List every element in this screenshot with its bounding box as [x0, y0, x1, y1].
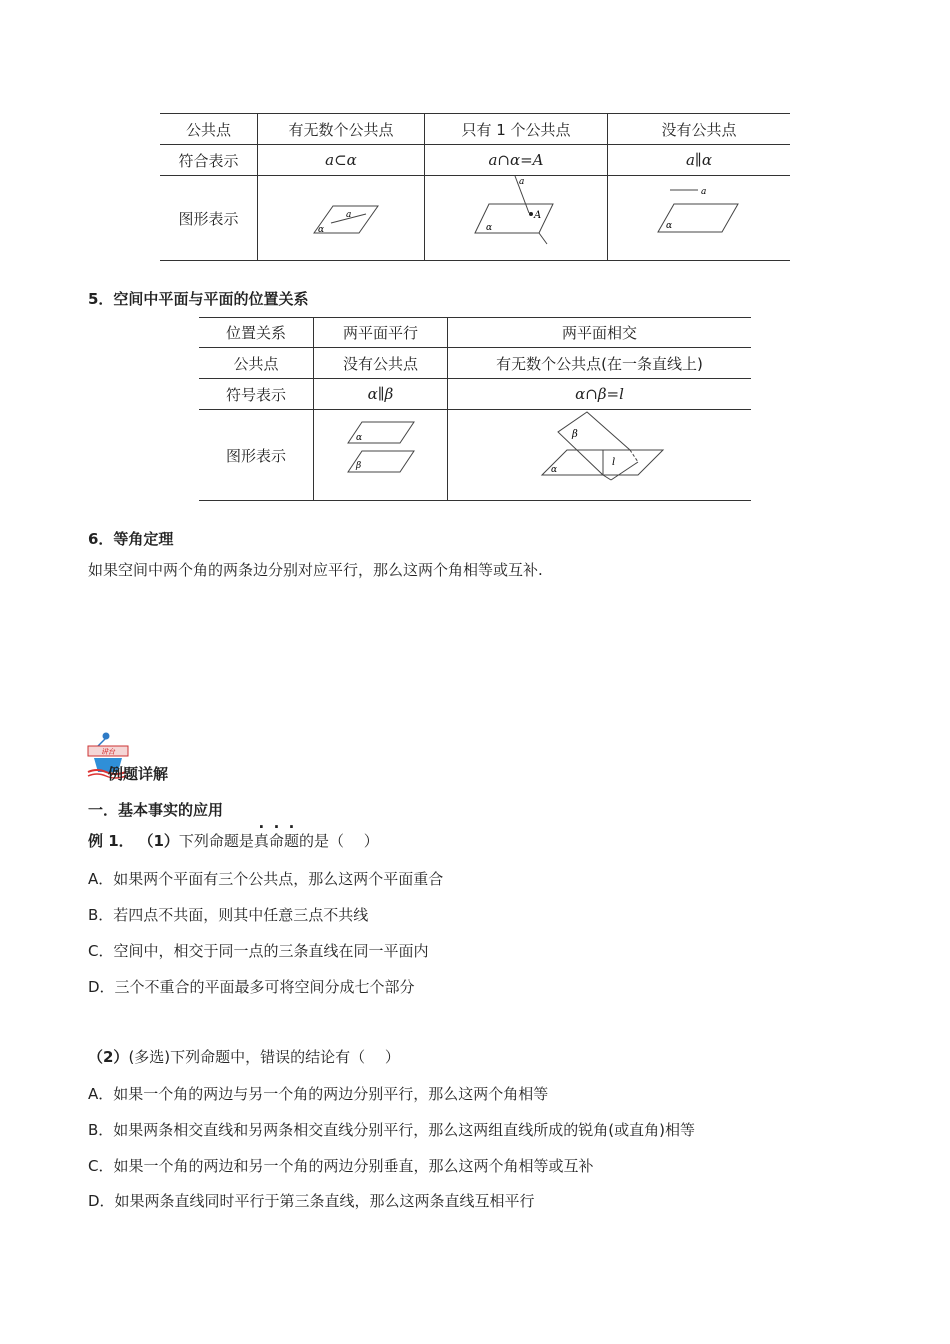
- cell-symbol-intersect: α∩β=l: [448, 379, 752, 410]
- cell-header-symbol: 符合表示: [160, 145, 258, 176]
- ex1-q2-option-c: C．如果一个角的两边和另一个角的两边分别垂直，那么这两个角相等或互补: [88, 1157, 594, 1175]
- section6-body: 如果空间中两个角的两条边分别对应平行，那么这两个角相等或互补.: [88, 561, 543, 579]
- ex1-label: 例 1．: [88, 832, 134, 850]
- cell-one-point: 只有 1 个公共点: [425, 114, 608, 145]
- cell-infinite-points: 有无数个公共点: [258, 114, 425, 145]
- cell-header-figure: 图形表示: [160, 176, 258, 261]
- emph-char: 真: [253, 832, 269, 850]
- label-alpha: α: [666, 221, 673, 231]
- emph-char: 题: [283, 832, 299, 850]
- figure-planes-intersect: [448, 410, 752, 501]
- cell-symbol-intersect: a∩α=A: [425, 145, 608, 176]
- ex1-q1-post: 的是（ ）: [298, 832, 379, 850]
- line-plane-table: [160, 113, 790, 261]
- ex1-q2-stem: [88, 1046, 400, 1067]
- cell-header-symbol: 符号表示: [199, 379, 314, 410]
- ex1-q1-option-c: C．空间中，相交于同一点的三条直线在同一平面内: [88, 942, 429, 960]
- podium-text: 讲台: [101, 748, 115, 756]
- plane-plane-table: [199, 317, 751, 501]
- example-header: [86, 730, 216, 782]
- ex1-q1-pre: 下列命题是: [178, 832, 254, 850]
- ex1-q1-option-b: B．若四点不共面，则其中任意三点不共线: [88, 906, 369, 924]
- ex1-q2-option-b: B．如果两条相交直线和另两条相交直线分别平行，那么这两组直线所成的锐角(或直角)相等: [88, 1121, 695, 1139]
- example-title: 例题详解: [108, 765, 169, 783]
- section5-title: 5．空间中平面与平面的位置关系: [88, 290, 309, 308]
- ex1-q1-stem: [88, 830, 379, 851]
- emph-char: 命: [268, 832, 284, 850]
- label-alpha: α: [318, 225, 325, 235]
- part1-title: 一．基本事实的应用: [88, 801, 224, 819]
- label-l: l: [612, 457, 616, 468]
- ex1-q2-option-a: A．如果一个角的两边与另一个角的两边分别平行，那么这两个角相等: [88, 1085, 549, 1103]
- cell-planes-intersect: 两平面相交: [448, 318, 752, 348]
- cell-header-common-point: 公共点: [199, 348, 314, 379]
- figure-line-in-plane: [258, 176, 425, 261]
- ex1-q1-num: （1）: [138, 832, 179, 850]
- ex1-q2-num: （2）: [88, 1048, 129, 1066]
- label-A: A: [534, 210, 542, 221]
- label-a: a: [519, 177, 525, 187]
- label-alpha: α: [356, 433, 363, 443]
- cell-symbol-parallel: a∥α: [608, 145, 791, 176]
- cell-symbol-parallel: α∥β: [314, 379, 448, 410]
- cell-no-common-point: 没有公共点: [314, 348, 448, 379]
- cell-symbol-subset: a⊂α: [258, 145, 425, 176]
- cell-header-figure: 图形表示: [199, 410, 314, 501]
- label-alpha: α: [551, 465, 558, 475]
- section6-title: 6．等角定理: [88, 530, 174, 548]
- cell-infinite-common-points: 有无数个公共点(在一条直线上): [448, 348, 752, 379]
- ex1-q1-option-a: A．如果两个平面有三个公共点，那么这两个平面重合: [88, 870, 444, 888]
- label-beta: β: [572, 429, 578, 440]
- label-a: a: [701, 187, 707, 197]
- figure-line-intersect-plane: [425, 176, 608, 261]
- ex1-q1-option-d: D．三个不重合的平面最多可将空间分成七个部分: [88, 978, 415, 996]
- cell-header-common-point: 公共点: [160, 114, 258, 145]
- cell-header-relation: 位置关系: [199, 318, 314, 348]
- ex1-q2-option-d: D．如果两条直线同时平行于第三条直线，那么这两条直线互相平行: [88, 1192, 535, 1210]
- cell-no-point: 没有公共点: [608, 114, 791, 145]
- figure-planes-parallel: [314, 410, 448, 501]
- ex1-q2-text: (多选)下列命题中，错误的结论有（ ）: [128, 1048, 400, 1066]
- cell-planes-parallel: 两平面平行: [314, 318, 448, 348]
- figure-line-parallel-plane: [608, 176, 791, 261]
- label-alpha: α: [486, 223, 493, 233]
- label-beta: β: [356, 461, 362, 471]
- label-a: a: [346, 210, 352, 220]
